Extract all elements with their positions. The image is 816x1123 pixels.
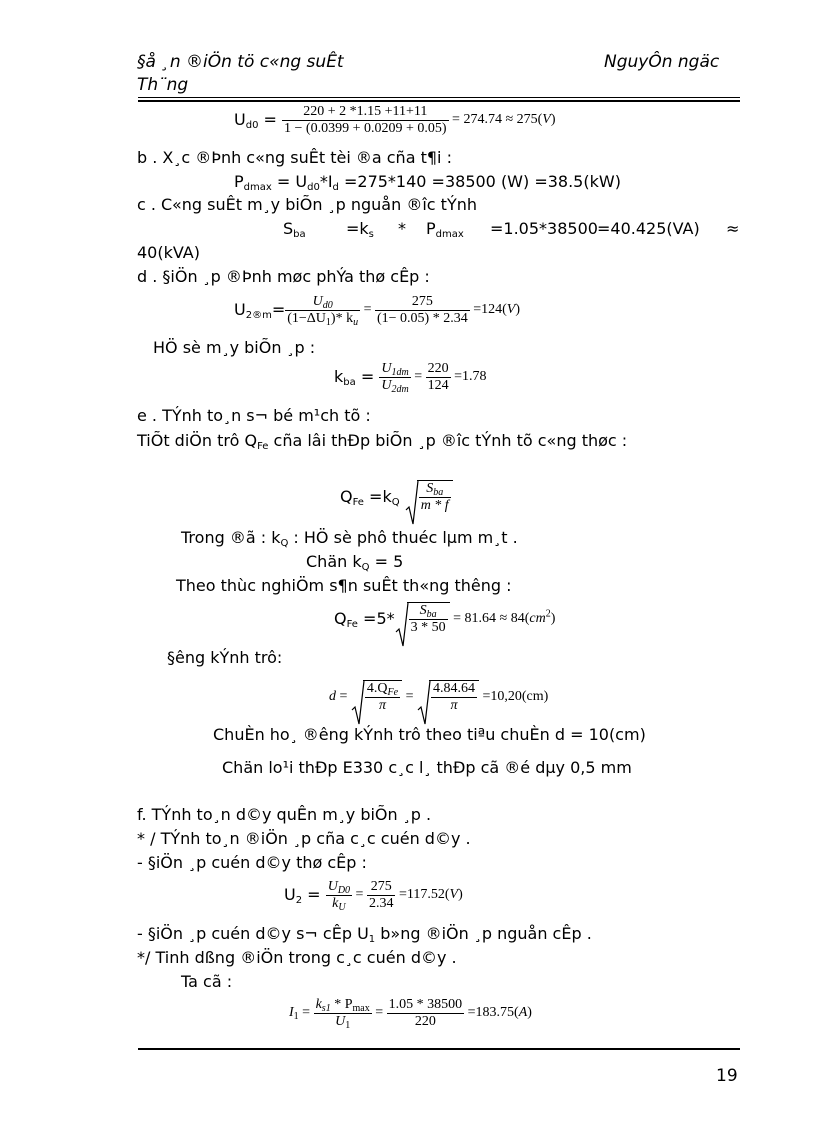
- section-b-heading: b . X¸c ®Þnh c«ng suÊt tèi ®a cña t¶i :: [137, 148, 452, 167]
- i1-fraction-2: $\frac{1.05 * 38500}{220}$: [388, 996, 463, 1029]
- u2dm-fraction-2: $\frac{275}{(1- 0.05) * 2.34}$: [376, 293, 468, 326]
- section-f-heading: f. TÝnh to¸n d©y quÊn m¸y biÕn ¸p .: [137, 805, 432, 824]
- qfe-5-sqrt: $\frac{S_{ba}}{3 * 50}$: [395, 602, 450, 636]
- section-f-taco: Ta cã :: [181, 972, 233, 991]
- u2-fraction-1: $\frac{U_{D0}}{k_U}$: [327, 878, 351, 913]
- header-title-line1: §å ¸n ®iÖn tö c«ng suÊt: [137, 52, 344, 72]
- page-number: 19: [716, 1066, 738, 1086]
- section-c-result-wrap: 40(kVA): [137, 243, 200, 262]
- equation-u2: $U_2$ = $\frac{U_{D0}}{k_U}$ = $\frac{275}{2.34}$ =117.52(V): [284, 878, 463, 913]
- equation-qfe-5: $Q_{Fe} =5*$ $\frac{S_{ba}}{3 * 50}$ = $81.64 \approx 84(cm^2)$: [334, 596, 555, 642]
- section-b-formula: $P_{dmax} = U_{d0}*I_d =275*140 =38500$ (W) =38.5(kW): [234, 172, 621, 193]
- section-e-chon-kq: Chän $k_Q = 5$: [306, 552, 404, 573]
- header-title-line2: Th¨ng: [137, 75, 189, 95]
- section-e-line1: TiÕt diÖn trô $Q_{Fe}$ cña lâi thÐp biÕn ¸p ®îc tÝnh tõ c«ng thøc :: [137, 431, 628, 452]
- ud0-fraction: $\frac{220 + 2 *1.15 +11+11}{1 - (0.0399 + 0.0209 + 0.05)}$: [284, 103, 447, 136]
- header-rule-top: [138, 97, 740, 98]
- diameter-sqrt-1: $\frac{4.Q_{Fe}}{\pi}$: [351, 680, 402, 714]
- section-d-heading: d . §iÖn ¸p ®Þnh møc phÝa thø cÊp :: [137, 267, 430, 286]
- i1-fraction-1: $\frac{k_{s1} * P_{max}}{U_1}$: [315, 996, 370, 1031]
- qfe-sqrt: $\frac{S_{ba}}{m * f}$: [405, 480, 453, 514]
- kba-fraction-1: $\frac{U_{1dm}}{U_{2dm}}$: [381, 360, 409, 395]
- equation-i1: $I_1$ = $\frac{k_{s1} * P_{max}}{U_1}$ = $\frac{1.05 * 38500}{220}$ =183.75(A): [289, 996, 532, 1031]
- transformer-ratio-label: HÖ sè m¸y biÕn ¸p :: [153, 338, 316, 357]
- section-e-chon-loai: Chän lo¹i thÐp E330 c¸c l¸ thÐp cã ®é dµy 0,5 mm: [222, 758, 632, 777]
- section-c-product: =1.05*38500: [490, 219, 598, 238]
- section-f-line2: - §iÖn ¸p cuén d©y thø cÊp :: [137, 853, 367, 872]
- header-author: NguyÔn ngäc: [604, 52, 720, 72]
- u2-fraction-2: $\frac{275}{2.34}$: [368, 878, 394, 911]
- section-f-line3: - §iÖn ¸p cuén d©y s¬ cÊp $U_1$ b»ng ®iÖn ¸p nguån cÊp .: [137, 924, 592, 945]
- equation-ud0: $U_{d0}$ = $\frac{220 + 2 *1.15 +11+11}{1 - (0.0399 + 0.0209 + 0.05)}$ = 274.74 ≈ 275(V): [234, 103, 556, 136]
- footer-rule: [138, 1048, 740, 1050]
- section-e-heading: e . TÝnh to¸n s¬ bé m¹ch tõ :: [137, 406, 371, 425]
- section-e-trong: Trong ®ã : $k_Q$ : HÖ sè phô thuéc lµm m¸t .: [181, 528, 518, 549]
- diameter-sqrt-2: $\frac{4.84.64}{\pi}$: [417, 680, 479, 714]
- section-c-star: *: [398, 219, 406, 238]
- section-c-approx: ≈: [726, 219, 740, 238]
- equation-kba: $k_{ba}$ = $\frac{U_{1dm}}{U_{2dm}}$ = $\frac{220}{124}$ =1.78: [334, 360, 487, 395]
- section-f-line1: * / TÝnh to¸n ®iÖn ¸p cña c¸c cuén d©y .: [137, 829, 471, 848]
- section-c-s: $S_{ba}$: [283, 219, 306, 240]
- section-e-theo: Theo thùc nghiÖm s¶n suÊt th«ng thêng :: [176, 576, 512, 595]
- section-e-chuan-hoa: ChuÈn ho¸ ®êng kÝnh trô theo tiªu chuÈn d = 10(cm): [213, 725, 646, 744]
- section-e-duong-kinh: §êng kÝnh trô:: [167, 648, 283, 667]
- section-c-p: $P_{dmax}$: [426, 219, 464, 240]
- equation-u2dm: $U_{2®m}=$ $\frac{U_{d0}}{(1-\Delta U_1)* k_u}$ = $\frac{275}{(1- 0.05) * 2.34}$ =124(V): [234, 293, 521, 328]
- equation-qfe: $Q_{Fe} =k_Q$ $\frac{S_{ba}}{m * f}$: [340, 474, 453, 520]
- section-c-k: $=k_s$: [346, 219, 374, 240]
- section-c-heading: c . C«ng suÊt m¸y biÕn ¸p nguån ®îc tÝnh: [137, 195, 477, 214]
- u2dm-fraction-1: $\frac{U_{d0}}{(1-\Delta U_1)* k_u}$: [287, 293, 359, 328]
- section-f-line4: */ Tinh dßng ®iÖn trong c¸c cuén d©y .: [137, 948, 457, 967]
- kba-fraction-2: $\frac{220}{124}$: [427, 360, 449, 393]
- section-c-result: =40.425(VA): [597, 219, 700, 238]
- equation-diameter: d = $\frac{4.Q_{Fe}}{\pi}$ = $\frac{4.84.64}{\pi}$ =10,20(cm): [329, 673, 548, 721]
